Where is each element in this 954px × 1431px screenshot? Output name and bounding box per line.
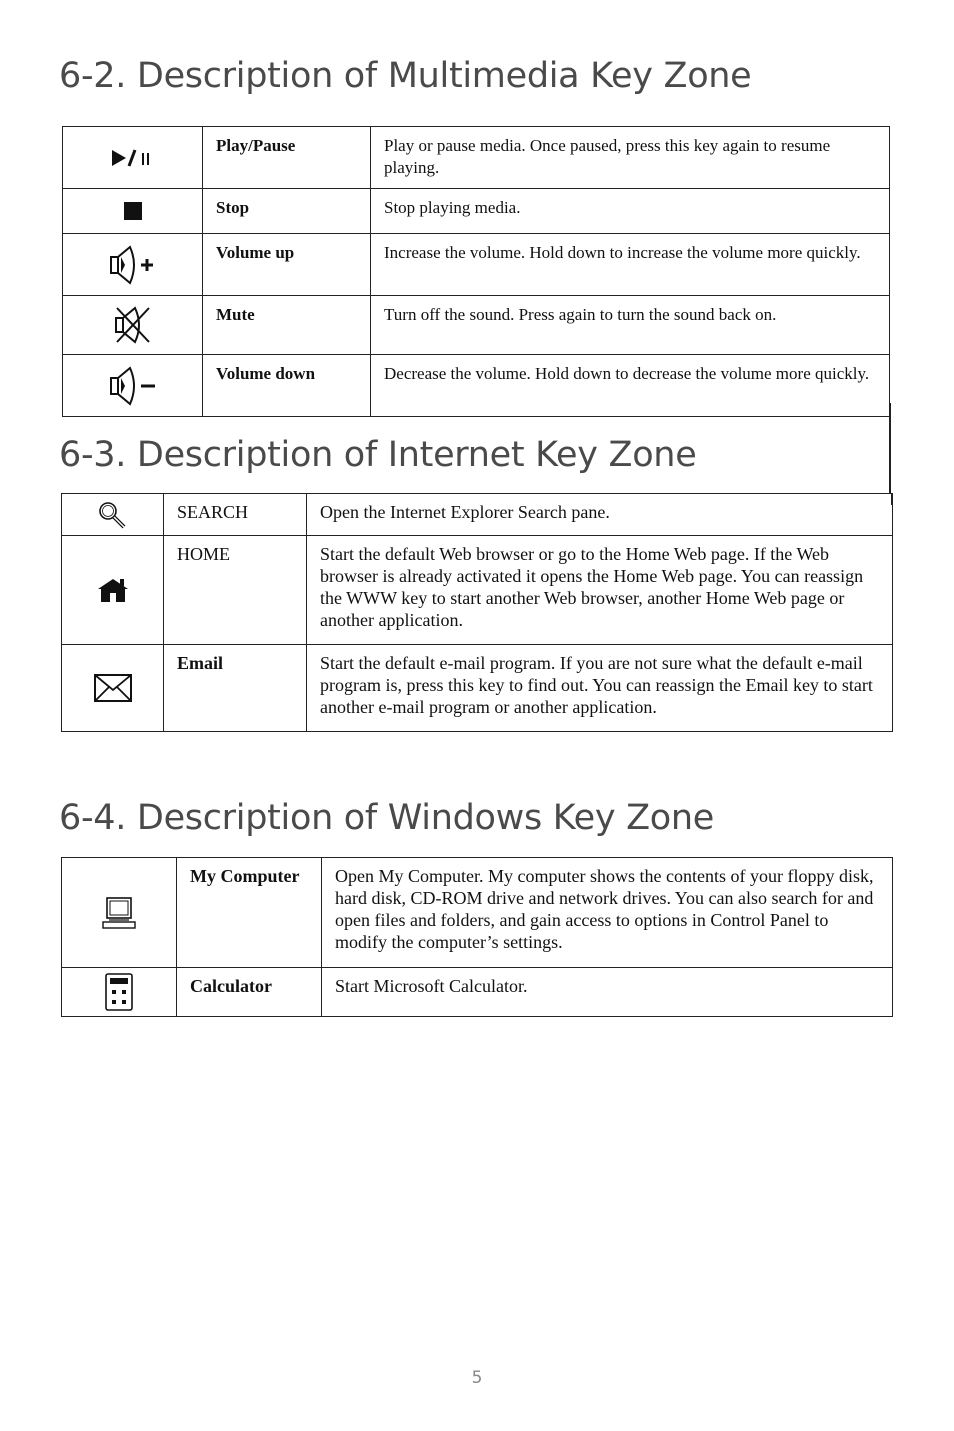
windows-key-table [61,857,893,1017]
table-row [62,645,893,732]
icon-cell [62,494,164,536]
home-icon [96,577,130,603]
multimedia-key-table [62,126,890,417]
key-description: Start the default Web browser or go to the Home Web page. If the Web browser is already activated it opens the Home Web page. You can reassign the WWW key to start another Web browser, another Home Web page or another application. [307,536,893,645]
icon-cell [62,968,177,1017]
calculator-icon [103,972,135,1012]
key-name: Calculator [177,968,322,1017]
table-row [62,858,893,968]
key-name: Stop [203,189,371,234]
stop-icon [121,199,145,223]
computer-icon [99,895,139,931]
key-description: Turn off the sound. Press again to turn the sound back on. [371,296,890,355]
icon-cell [63,189,203,234]
icon-cell [62,645,164,732]
key-description: Start the default e-mail program. If you are not sure what the default e-mail program is, press this key to find out. You can reassign the Email key to start another e-mail program or another application. [307,645,893,732]
table-row [63,127,890,189]
key-name: Mute [203,296,371,355]
table-row [63,189,890,234]
key-description: Open My Computer. My computer shows the contents of your floppy disk, hard disk, CD-ROM drive and network drives. You can also search for and open files and folders, and gain access to options in Control Panel to modify the computer’s settings. [322,858,893,968]
mute-icon [113,304,153,346]
icon-cell [63,234,203,296]
internet-key-table [61,493,893,732]
icon-cell [62,858,177,968]
volume-down-icon [108,364,158,408]
email-icon [93,673,133,703]
volume-up-icon [108,243,158,287]
key-description: Start Microsoft Calculator. [322,968,893,1017]
key-name: SEARCH [164,494,307,536]
section-title-windows: 6-4. Description of Windows Key Zone [59,798,714,838]
key-description: Stop playing media. [371,189,890,234]
key-description: Increase the volume. Hold down to increase the volume more quickly. [371,234,890,296]
key-description: Play or pause media. Once paused, press this key again to resume playing. [371,127,890,189]
key-name: Play/Pause [203,127,371,189]
icon-cell [63,296,203,355]
key-name: Email [164,645,307,732]
table-row [63,296,890,355]
table-row [62,494,893,536]
play-pause-icon [109,146,157,170]
icon-cell [62,536,164,645]
key-name: My Computer [177,858,322,968]
search-icon [96,500,130,530]
table-border-line [889,403,891,493]
key-description: Decrease the volume. Hold down to decrease the volume more quickly. [371,355,890,417]
table-row [62,536,893,645]
section-title-internet: 6-3. Description of Internet Key Zone [59,435,697,475]
key-name: Volume down [203,355,371,417]
page-number: 5 [471,1368,483,1388]
table-row [63,234,890,296]
table-row [62,968,893,1017]
key-name: Volume up [203,234,371,296]
icon-cell [63,127,203,189]
key-name: HOME [164,536,307,645]
table-row [63,355,890,417]
key-description: Open the Internet Explorer Search pane. [307,494,893,536]
section-title-multimedia: 6-2. Description of Multimedia Key Zone [59,56,752,96]
icon-cell [63,355,203,417]
